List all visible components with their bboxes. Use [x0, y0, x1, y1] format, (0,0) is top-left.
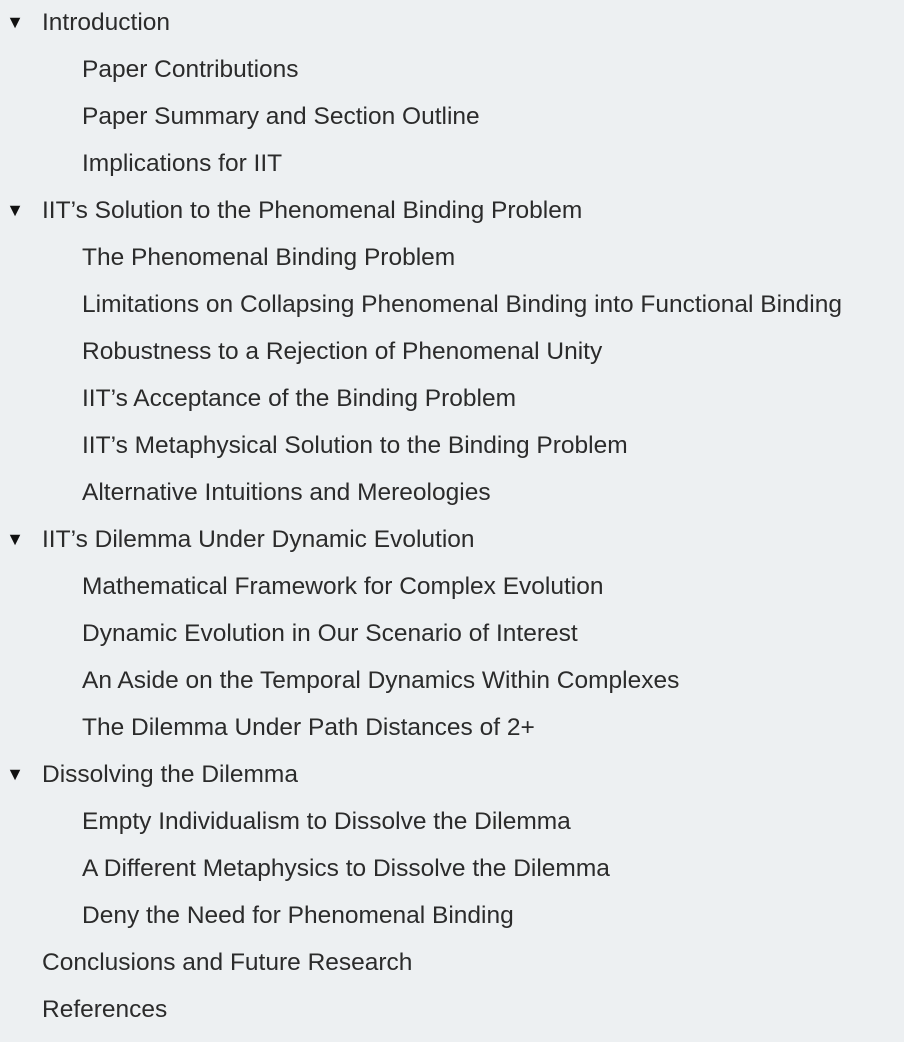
toc-subsection-link[interactable]: IIT’s Metaphysical Solution to the Binding Problem [82, 432, 628, 459]
toc-subsection-row[interactable] [0, 282, 904, 329]
toc-subsection-link[interactable]: Paper Contributions [82, 56, 299, 83]
toc-subsection-row[interactable] [0, 376, 904, 423]
toc-subsection-row[interactable] [0, 235, 904, 282]
toc-section-link[interactable]: Conclusions and Future Research [42, 949, 413, 976]
toc-subsection-row[interactable] [0, 799, 904, 846]
toc-section-row[interactable] [0, 752, 904, 799]
toc-subsection-row[interactable] [0, 705, 904, 752]
toc-subsection-link[interactable]: Deny the Need for Phenomenal Binding [82, 902, 514, 929]
toc-subsection-link[interactable]: Implications for IIT [82, 150, 283, 177]
toc-section-link[interactable]: Dissolving the Dilemma [42, 761, 298, 788]
triangle-down-icon[interactable]: ▼ [6, 764, 24, 784]
toc-section-link[interactable]: References [42, 996, 168, 1023]
toc-subsection-row[interactable] [0, 94, 904, 141]
toc-subsection-link[interactable]: IIT’s Acceptance of the Binding Problem [82, 385, 516, 412]
toc-subsection-link[interactable]: Paper Summary and Section Outline [82, 103, 480, 130]
toc-subsection-row[interactable] [0, 658, 904, 705]
toc-subsection-row[interactable] [0, 47, 904, 94]
toc-subsection-row[interactable] [0, 329, 904, 376]
toc-subsection-link[interactable]: A Different Metaphysics to Dissolve the Dilemma [82, 855, 610, 882]
toc-subsection-link[interactable]: The Phenomenal Binding Problem [82, 244, 456, 271]
toc-subsection-link[interactable]: Alternative Intuitions and Mereologies [82, 479, 491, 506]
toc-section-link[interactable]: IIT’s Dilemma Under Dynamic Evolution [42, 526, 475, 553]
toc-section-row[interactable] [0, 987, 904, 1034]
toc-subsection-row[interactable] [0, 141, 904, 188]
toc-subsection-link[interactable]: Robustness to a Rejection of Phenomenal Unity [82, 338, 603, 365]
toc-subsection-row[interactable] [0, 846, 904, 893]
toc-section-row[interactable] [0, 940, 904, 987]
toc-subsection-link[interactable]: Mathematical Framework for Complex Evolution [82, 573, 604, 600]
toc-subsection-row[interactable] [0, 611, 904, 658]
toc-section-link[interactable]: IIT’s Solution to the Phenomenal Binding Problem [42, 197, 583, 224]
triangle-down-icon[interactable]: ▼ [6, 200, 24, 220]
toc-subsection-row[interactable] [0, 893, 904, 940]
toc-subsection-link[interactable]: An Aside on the Temporal Dynamics Within Complexes [82, 667, 680, 694]
triangle-down-icon[interactable]: ▼ [6, 529, 24, 549]
toc-subsection-link[interactable]: Dynamic Evolution in Our Scenario of Interest [82, 620, 578, 647]
toc-subsection-row[interactable] [0, 423, 904, 470]
toc-subsection-link[interactable]: The Dilemma Under Path Distances of 2+ [82, 714, 535, 741]
toc-subsection-link[interactable]: Limitations on Collapsing Phenomenal Binding into Functional Binding [82, 291, 842, 318]
toc-subsection-row[interactable] [0, 564, 904, 611]
toc-section-row[interactable] [0, 517, 904, 564]
toc-subsection-link[interactable]: Empty Individualism to Dissolve the Dilemma [82, 808, 571, 835]
toc-section-link[interactable]: Introduction [42, 9, 171, 36]
triangle-down-icon[interactable]: ▼ [6, 12, 24, 32]
toc-subsection-row[interactable] [0, 470, 904, 517]
toc-section-row[interactable] [0, 188, 904, 235]
toc-section-row[interactable] [0, 0, 904, 47]
